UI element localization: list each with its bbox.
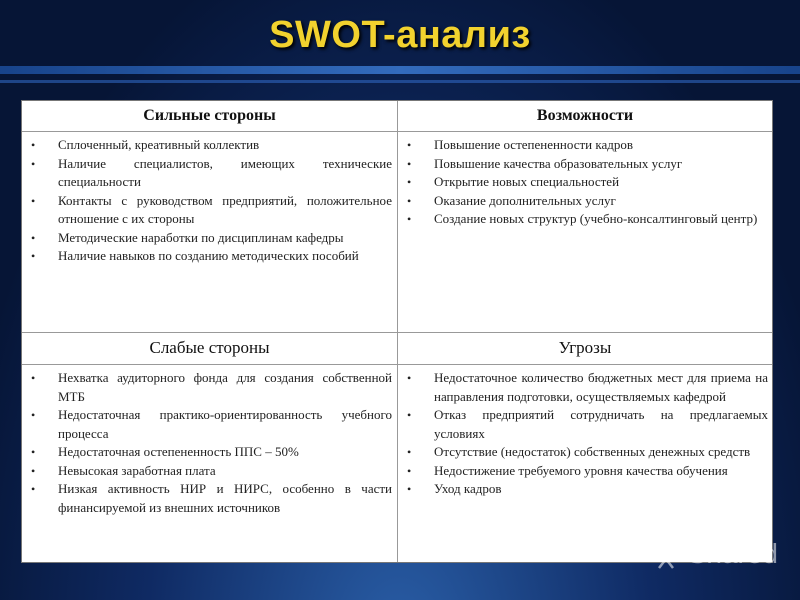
- weaknesses-cell: [22, 369, 392, 559]
- header-stripe: [0, 66, 800, 74]
- list-item: • Уход кадров: [398, 480, 768, 499]
- list-item: • Нехватка аудиторного фонда для создания собственной МТБ: [22, 369, 392, 406]
- row-divider: [22, 364, 772, 365]
- weaknesses-list: [22, 369, 392, 517]
- swot-table: [21, 100, 773, 563]
- list-item: • Контакты с руководством предприятий, положительное отношение с их стороны: [22, 192, 392, 229]
- list-item: • Открытие новых специальностей: [398, 173, 768, 192]
- watermark-text: Shared: [687, 538, 778, 569]
- row-divider: [22, 131, 772, 132]
- list-item: • Недостаточная остепененность ППС – 50%: [22, 443, 392, 462]
- strengths-header: Сильные стороны: [143, 107, 276, 124]
- list-item: • Недостижение требуемого уровня качества обучения: [398, 462, 768, 481]
- weaknesses-header: Слабые стороны: [149, 338, 270, 357]
- opportunities-list: [398, 136, 768, 229]
- list-item: • Недостаточная практико-ориентированность учебного процесса: [22, 406, 392, 443]
- strengths-cell: [22, 136, 392, 331]
- list-item: • Повышение остепененности кадров: [398, 136, 768, 155]
- list-item: • Наличие навыков по созданию методических пособий: [22, 247, 392, 266]
- list-item: • Наличие специалистов, имеющих технические специальности: [22, 155, 392, 192]
- list-item: • Невысокая заработная плата: [22, 462, 392, 481]
- list-item: • Низкая активность НИР и НИРС, особенно в части финансируемой из внешних источников: [22, 480, 392, 517]
- header-stripe-thin: [0, 80, 800, 83]
- list-item: • Отказ предприятий сотрудничать на предлагаемых условиях: [398, 406, 768, 443]
- watermark: [650, 538, 778, 570]
- threats-cell: [398, 369, 768, 559]
- list-item: • Отсутствие (недостаток) собственных денежных средств: [398, 443, 768, 462]
- slide-title: SWOT-анализ: [269, 14, 531, 56]
- threats-list: [398, 369, 768, 499]
- presentation-icon: [650, 539, 682, 569]
- opportunities-header: Возможности: [536, 107, 634, 124]
- opportunities-cell: [398, 136, 768, 331]
- list-item: • Оказание дополнительных услуг: [398, 192, 768, 211]
- list-item: • Сплоченный, креативный коллектив: [22, 136, 392, 155]
- list-item: • Создание новых структур (учебно-консалтинговый центр): [398, 210, 768, 229]
- list-item: • Недостаточное количество бюджетных мест для приема на направления подготовки, осуществляемых кафедрой: [398, 369, 768, 406]
- strengths-list: [22, 136, 392, 266]
- list-item: • Повышение качества образовательных услуг: [398, 155, 768, 174]
- threats-header: Угрозы: [558, 338, 612, 357]
- list-item: • Методические наработки по дисциплинам кафедры: [22, 229, 392, 248]
